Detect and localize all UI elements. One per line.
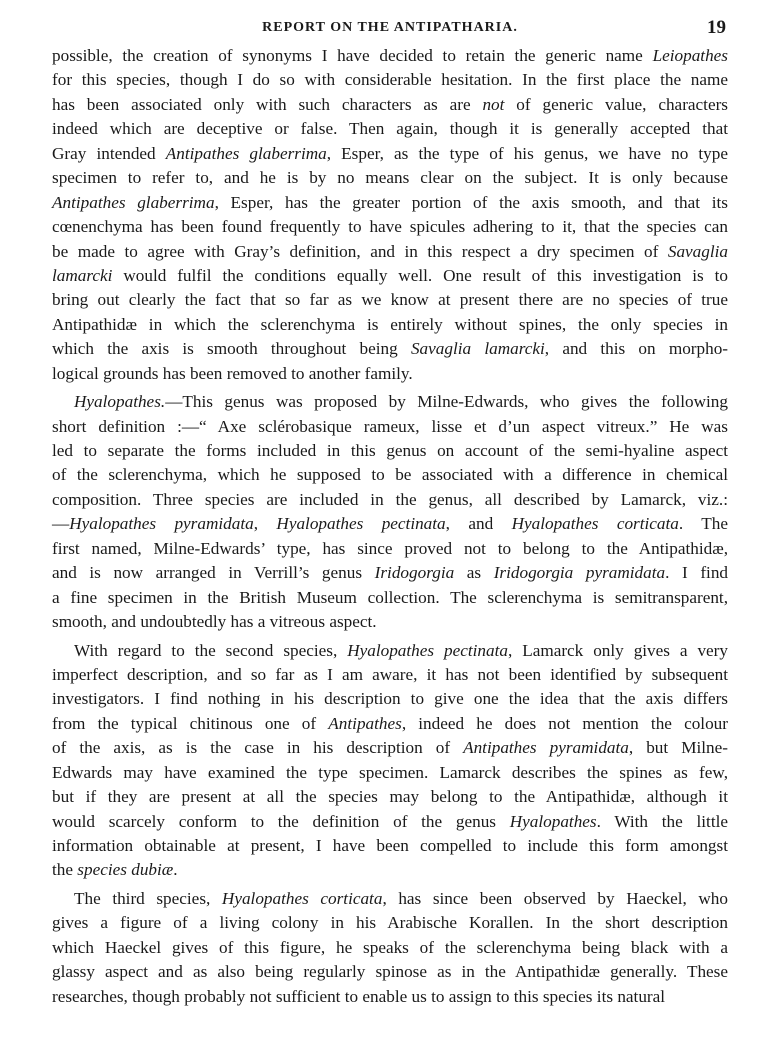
text-line (52, 687, 728, 711)
italic-term: Antipathes (328, 713, 402, 733)
text-run: specimen to refer to, and he is by no means clear on the subject. It is only because (52, 168, 728, 188)
text-run: be made to agree with Gray’s definition, and in this respect a dry specimen of (52, 241, 668, 261)
text-line (52, 215, 728, 239)
text-line (52, 191, 728, 215)
text-run: a fine specimen in the British Museum collection. The sclerenchyma is semitransparent, (52, 587, 728, 607)
text-run: Edwards may have examined the type specimen. Lamarck describes the spines as few, (52, 762, 728, 782)
text-run: indeed which are deceptive or false. Then again, though it is generally accepted that (52, 119, 728, 139)
text-run: With regard to the second species, (74, 640, 348, 660)
text-run: . (173, 860, 178, 880)
text-line (52, 362, 728, 386)
text-run: possible, the creation of synonyms I have decided to retain the generic name (52, 46, 653, 65)
text-run: , Lamarck only gives a very (507, 640, 729, 660)
text-line (52, 117, 728, 141)
text-run: composition. Three species are included in the genus, all described by Lamarck, viz.: (52, 489, 728, 509)
body-text (52, 44, 728, 1009)
text-line (52, 810, 728, 834)
text-run: of the axis, as is the case in his description of (52, 738, 464, 758)
text-run: . I find (665, 563, 729, 583)
text-run: smooth, and undoubtedly has a vitreous aspect. (52, 612, 377, 632)
text-line (52, 858, 728, 882)
text-run: which the axis is smooth throughout being (52, 339, 411, 359)
text-line (52, 415, 728, 439)
text-run: , indeed he does not mention the colour (401, 713, 728, 733)
text-run: first named, Milne-Edwards’ type, has since proved not to belong to the Antipathidæ, (52, 538, 728, 558)
text-run: of generic value, characters (504, 94, 728, 114)
italic-term: Antipathes glaberrima (52, 192, 215, 212)
text-run: which Haeckel gives of this figure, he speaks of the sclerenchyma being black with a (52, 937, 728, 957)
text-line (52, 887, 728, 911)
text-line (52, 586, 728, 610)
text-run: from the typical chitinous one of (52, 713, 329, 733)
text-line (52, 712, 728, 736)
italic-term: Iridogorgia (374, 563, 455, 583)
italic-term: not (482, 94, 505, 114)
text-run: led to separate the forms included in this genus on account of the semi-hyaline aspect (52, 441, 728, 460)
text-run: logical grounds has been removed to another family. (52, 363, 413, 383)
text-run: information obtainable at present, I have been compelled to include this form amongst (52, 836, 728, 855)
italic-term: Hyalopathes. (74, 392, 166, 412)
text-line (52, 512, 728, 536)
text-run: of the sclerenchyma, which he supposed to be associated with a difference in chemical (52, 465, 728, 485)
italic-term: Hyalopathes corticata (511, 514, 679, 534)
text-run: gives a figure of a living colony in his Arabische Korallen. In the short description (52, 913, 728, 933)
text-line (52, 561, 728, 585)
text-run: the (52, 860, 78, 880)
italic-term: Leiopathes (652, 46, 728, 65)
text-line (52, 537, 728, 561)
italic-term: lamarcki (52, 265, 113, 285)
text-run: cœnenchyma has been found frequently to have spicules adhering to it, that the species can (52, 217, 728, 237)
text-run: for this species, though I do so with considerable hesitation. In the first place the name (52, 70, 728, 90)
text-run: bring out clearly the fact that so far as we know at present there are no species of true (52, 290, 728, 310)
paragraph (52, 44, 728, 386)
text-line (52, 936, 728, 960)
text-line (52, 736, 728, 760)
text-run: as (454, 563, 494, 583)
text-line (52, 142, 728, 166)
italic-term: Hyalopathes (509, 811, 597, 831)
text-run: , has since been observed by Haeckel, who (382, 888, 728, 908)
text-run: short definition :—“ Axe sclérobasique rameux, lisse et d’un aspect vitreux.” He was (52, 416, 728, 436)
italic-term: Hyalopathes pectinata (276, 514, 446, 534)
running-title: REPORT ON THE ANTIPATHARIA. (262, 20, 518, 35)
text-run: , and this on morpho- (544, 339, 729, 359)
italic-term: species dubiæ (77, 860, 174, 880)
paragraph (52, 887, 728, 1009)
text-run: , (253, 514, 277, 534)
text-run: . With the little (596, 811, 728, 831)
text-line (52, 166, 728, 190)
italic-term: Savaglia lamarcki (410, 339, 545, 359)
text-run: researches, though probably not sufficient to enable us to assign to this species its natural (52, 986, 666, 1006)
italic-term: Antipathes pyramidata (463, 738, 629, 758)
text-run: . The (678, 514, 728, 534)
text-line (52, 264, 728, 288)
italic-term: Savaglia (667, 241, 728, 261)
text-run: and is now arranged in Verrill’s genus (52, 563, 375, 583)
text-line (52, 488, 728, 512)
italic-term: Iridogorgia pyramidata (493, 563, 666, 583)
text-run: Antipathidæ in which the sclerenchyma is entirely without spines, the only species in (52, 314, 728, 334)
paragraph (52, 639, 728, 883)
text-run: The third species, (74, 888, 222, 908)
page-number: 19 (707, 17, 726, 38)
text-line (52, 639, 728, 663)
text-run: would fulfil the conditions equally well. One result of this investigation is to (112, 265, 728, 285)
text-run: Gray intended (52, 143, 166, 163)
text-line (52, 390, 728, 414)
text-line (52, 761, 728, 785)
text-run: but if they are present at all the species may belong to the Antipathidæ, although it (52, 787, 728, 807)
text-line (52, 288, 728, 312)
paragraph (52, 390, 728, 634)
text-run: —This genus was proposed by Milne-Edwards, who gives the following (165, 392, 728, 412)
italic-term: Antipathes glaberrima (165, 143, 327, 163)
text-line (52, 93, 728, 117)
text-line (52, 834, 728, 858)
text-run: investigators. I find nothing in his description to give one the idea that the axis differs (52, 689, 728, 709)
italic-term: Hyalopathes pectinata (347, 640, 508, 660)
text-line (52, 463, 728, 487)
text-run: , Esper, as the type of his genus, we have no type (326, 143, 728, 163)
text-line (52, 960, 728, 984)
text-line (52, 785, 728, 809)
page-header (52, 17, 728, 39)
text-line (52, 439, 728, 463)
text-line (52, 985, 728, 1009)
text-run: , but Milne- (628, 738, 728, 758)
text-line (52, 663, 728, 687)
text-run: imperfect description, and so far as I am aware, it has not been identified by subsequent (52, 664, 728, 684)
text-run: would scarcely conform to the definition of the genus (52, 811, 510, 831)
text-line (52, 44, 728, 68)
text-line (52, 610, 728, 634)
text-line (52, 313, 728, 337)
text-run: has been associated only with such characters as are (52, 94, 483, 114)
italic-term: Hyalopathes pyramidata (69, 514, 254, 534)
text-line (52, 337, 728, 361)
text-line (52, 911, 728, 935)
text-run: , and (445, 514, 512, 534)
text-run: — (52, 514, 70, 534)
text-line (52, 68, 728, 92)
text-line (52, 240, 728, 264)
text-run: glassy aspect and as also being regularly spinose as in the Antipathidæ generally. These (52, 962, 728, 982)
italic-term: Hyalopathes corticata (221, 888, 383, 908)
text-run: , Esper, has the greater portion of the axis smooth, and that its (214, 192, 728, 212)
